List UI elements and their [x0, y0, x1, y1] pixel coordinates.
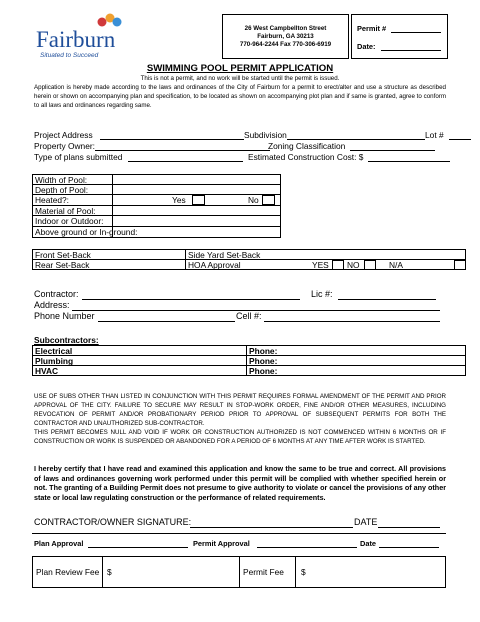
license-label: Lic #: — [311, 289, 333, 299]
subdivision-label: Subdivision — [244, 130, 287, 140]
fees-col-line — [295, 556, 296, 588]
sub-hvac-label: HVAC — [35, 366, 59, 376]
contractor-label: Contractor: — [34, 289, 79, 299]
hoa-approval-label: HOA Approval — [188, 260, 241, 270]
subs-warning-text: USE OF SUBS OTHER THAN LISTED IN CONJUNCTION WITH THIS PERMIT REQUIRES FORMAL AMENDMENT OF THE PERMIT AND PRIOR APPROVAL OF THE CITY. FAILURE TO SECURE MAY RESULT IN STOP-WORK ORDER, FINE AND/OR OTHER MEASURES, INCLUDING REVOCATION OF PERMIT AND/OR PROBATIONARY PERIOD PRIOR TO APPROVAL OF SUBSEQUENT PERMITS FOR BOTH THE CONTRACTOR AND UNAUTHORIZED SUB-CONTRACTOR. — [34, 393, 446, 428]
pool-material-label: Material of Pool: — [35, 206, 96, 216]
null-void-text: THIS PERMIT BECOMES NULL AND VOID IF WORK OR CONSTRUCTION AUTHORIZED IS NOT COMMENCED WITHIN 6 MONTHS OR IF CONSTRUCTION OR WORK IS SUSPENDED OR ABANDONED FOR A PERIOD OF 6 MONTHS AT ANY TIME AFTER WORK IS STARTED. — [34, 429, 446, 446]
sub-phone-label: Phone: — [249, 366, 278, 376]
hoa-na-checkbox[interactable] — [454, 260, 466, 270]
rear-setback-label: Rear Set-Back — [35, 260, 90, 270]
zoning-field[interactable] — [350, 150, 435, 151]
heated-yes-label: Yes — [172, 195, 186, 205]
section-divider — [32, 533, 446, 534]
est-cost-field[interactable] — [368, 161, 450, 162]
address-line-3: 770-964-2244 Fax 770-306-6919 — [239, 41, 332, 48]
sub-electrical-label: Electrical — [35, 346, 73, 356]
hoa-yes-label: YES — [312, 260, 329, 270]
approval-date-field[interactable] — [379, 547, 439, 548]
certification-text: I hereby certify that I have read and examined this application and know the same to be true and correct. All provisions of laws and ordinances governing work performed under this permit will be complied with whether specified herein or not. The granting of a Building Permit does not presume to give authority to violate or cancel the provisions of any other state or local law regulating construction or the performance of related requirements. — [34, 464, 446, 502]
side-setback-label: Side Yard Set-Back — [188, 250, 261, 260]
heated-yes-checkbox[interactable] — [192, 195, 205, 205]
permit-fee-label: Permit Fee — [243, 567, 284, 577]
permit-number-field[interactable] — [391, 32, 441, 33]
permit-number-label: Permit # — [357, 24, 387, 33]
logo-tagline: Situated to Succeed — [40, 52, 99, 59]
hoa-na-label: N/A — [389, 260, 403, 270]
front-setback-label: Front Set-Back — [35, 250, 91, 260]
signature-field[interactable] — [190, 527, 353, 528]
permit-date-label: Date: — [357, 42, 376, 51]
project-address-field[interactable] — [100, 139, 244, 140]
license-field[interactable] — [338, 299, 436, 300]
heated-no-checkbox[interactable] — [262, 195, 275, 205]
heated-no-label: No — [248, 195, 259, 205]
pool-heated-label: Heated?: — [35, 195, 69, 205]
est-cost-label: Estimated Construction Cost: $ — [248, 152, 364, 162]
property-owner-field[interactable] — [95, 150, 270, 151]
project-address-label: Project Address — [34, 130, 93, 140]
setback-col-line — [185, 249, 186, 270]
lot-field[interactable] — [449, 139, 471, 140]
plan-review-fee-label: Plan Review Fee — [36, 567, 100, 577]
contractor-address-label: Address: — [34, 300, 70, 310]
permit-fee-dollar: $ — [301, 567, 306, 577]
pool-ground-label: Above ground or In-ground: — [35, 227, 138, 237]
address-line-1: 26 West Campbellton Street — [244, 25, 327, 32]
intro-paragraph: Application is hereby made according to the laws and ordinances of the City of Fairburn for a permit to erect/alter and use a structure as described herein or shown on accompanying plan and specification, to be located as shown on accompanying plot plan and if same is granted, agree to conform to all laws and ordinances regarding same. — [34, 84, 446, 110]
notice-text: This is not a permit, and no work will be started until the permit is issued. — [140, 75, 340, 82]
fees-col-line — [239, 556, 240, 588]
phone-field[interactable] — [98, 321, 235, 322]
permit-approval-label: Permit Approval — [193, 539, 250, 548]
sub-phone-label: Phone: — [249, 346, 278, 356]
page-title: SWIMMING POOL PERMIT APPLICATION — [146, 63, 334, 74]
hoa-no-checkbox[interactable] — [364, 260, 376, 270]
permit-date-field[interactable] — [381, 50, 441, 51]
fees-col-line — [102, 556, 103, 588]
cell-label: Cell #: — [236, 311, 262, 321]
pool-indoor-label: Indoor or Outdoor: — [35, 216, 104, 226]
contractor-field[interactable] — [82, 299, 300, 300]
pool-depth-label: Depth of Pool: — [35, 185, 89, 195]
plan-approval-label: Plan Approval — [34, 539, 84, 548]
hoa-no-label: NO — [347, 260, 360, 270]
signature-date-field[interactable] — [378, 527, 440, 528]
plan-review-fee-dollar: $ — [107, 567, 112, 577]
pool-width-label: Width of Pool: — [35, 175, 88, 185]
hoa-yes-checkbox[interactable] — [332, 260, 344, 270]
subcontractors-heading: Subcontractors: — [34, 335, 99, 345]
sub-phone-label: Phone: — [249, 356, 278, 366]
address-line-2: Fairburn, GA 30213 — [257, 33, 314, 40]
phone-label: Phone Number — [34, 311, 95, 321]
approval-date-label: Date — [360, 539, 377, 548]
lot-label: Lot # — [425, 130, 444, 140]
cell-field[interactable] — [264, 321, 440, 322]
subs-col-line — [246, 345, 247, 376]
permit-approval-field[interactable] — [257, 547, 357, 548]
signature-label: CONTRACTOR/OWNER SIGNATURE: — [34, 517, 192, 527]
subdivision-field[interactable] — [287, 139, 425, 140]
signature-date-label: DATE — [354, 517, 378, 527]
sub-plumbing-label: Plumbing — [35, 356, 74, 366]
property-owner-label: Property Owner: — [34, 141, 95, 151]
zoning-label: Zoning Classification — [268, 141, 346, 151]
plans-field[interactable] — [128, 161, 243, 162]
logo-name: Fairburn — [36, 27, 116, 52]
permit-box — [351, 14, 448, 59]
fairburn-logo — [36, 12, 156, 59]
plans-label: Type of plans submitted — [34, 152, 123, 162]
plan-approval-field[interactable] — [88, 547, 188, 548]
